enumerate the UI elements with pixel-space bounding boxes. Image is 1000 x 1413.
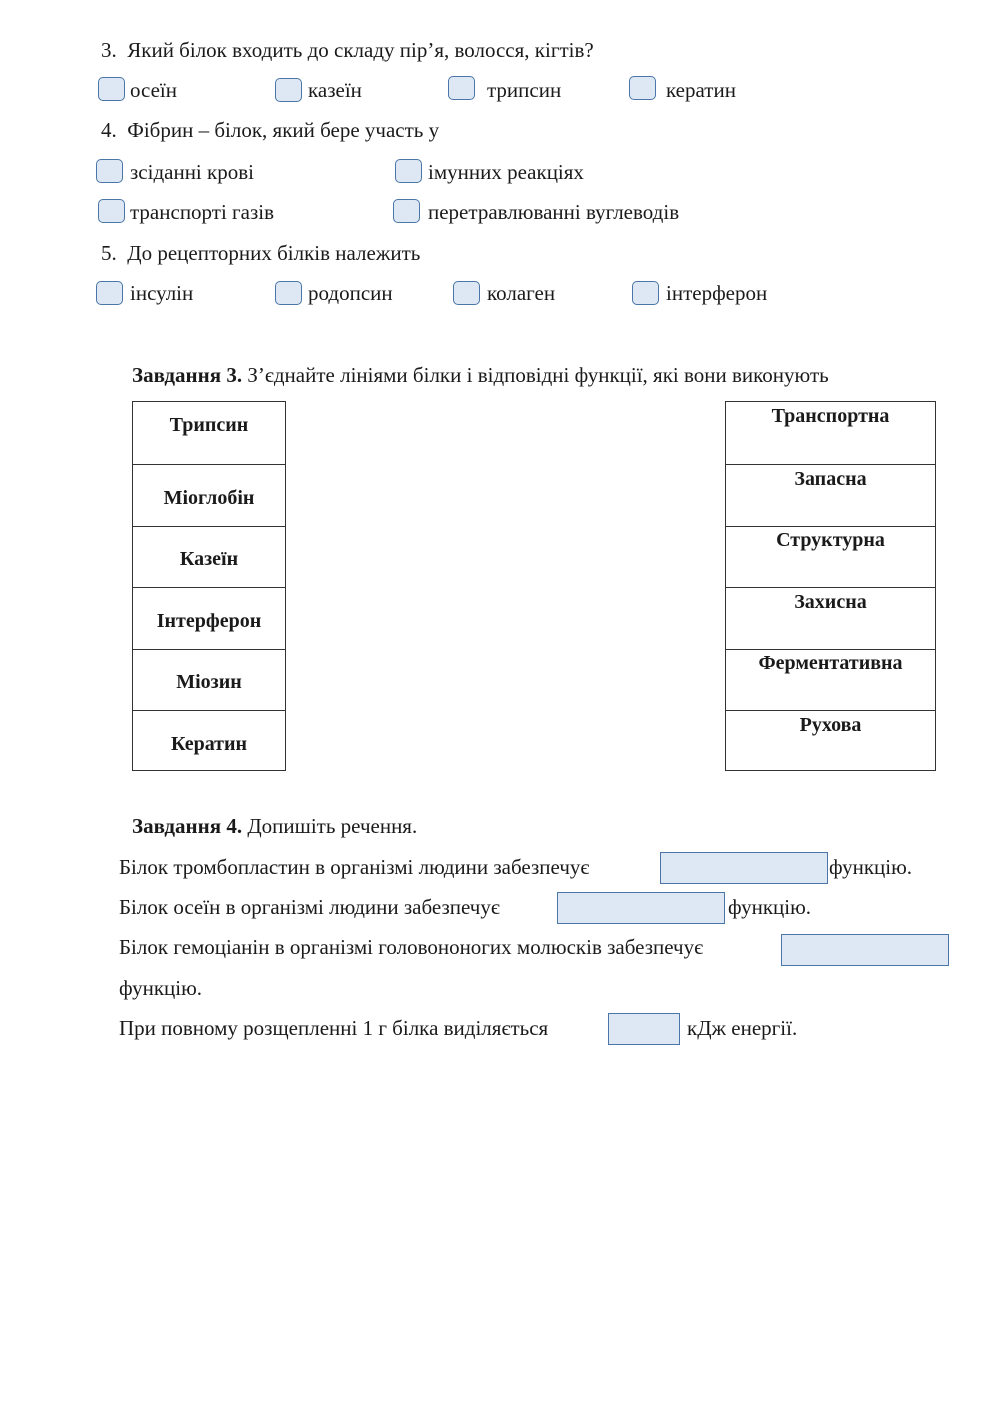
sentence-1-end: функцію. [829,855,913,879]
question-number: 4. [101,118,117,142]
option-checkbox-zsidanni[interactable] [96,159,123,183]
option-label: трипсин [487,78,562,102]
function-column [725,401,936,771]
protein-column [132,401,286,771]
question-text: До рецепторних білків належить [127,241,421,265]
protein-cell[interactable]: Казеїн [133,526,285,587]
option-checkbox-interferon[interactable] [632,281,659,305]
protein-cell[interactable]: Інтерферон [133,587,285,649]
answer-input-2[interactable] [557,892,725,924]
task3-heading [132,363,829,387]
option-checkbox-rodopsyn[interactable] [275,281,302,305]
sentence-2-end: функцію. [728,895,812,919]
function-cell[interactable]: Транспортна [771,405,890,427]
option-checkbox-kazeyin[interactable] [275,78,302,102]
function-cell[interactable]: Структурна [726,526,935,587]
option-checkbox-keratyn[interactable] [629,76,656,100]
question-number: 5. [101,241,117,265]
answer-input-1[interactable] [660,852,828,884]
option-label: казеїн [308,78,362,102]
function-cell[interactable]: Запасна [726,464,935,526]
option-label: колаген [487,281,556,305]
option-label: інтерферон [666,281,768,305]
sentence-4-start: При повному розщепленні 1 г білка виділяється [119,1016,549,1040]
task4-instruction: Допишіть речення. [242,814,418,838]
protein-cell[interactable]: Кератин [133,710,285,772]
answer-input-4[interactable] [608,1013,680,1045]
option-checkbox-trypsyn[interactable] [448,76,475,100]
option-label: інсулін [130,281,194,305]
question-3 [101,38,594,62]
option-label: перетравлюванні вуглеводів [428,200,680,224]
task4-heading [132,814,417,838]
question-5 [101,241,420,265]
option-label: зсіданні крові [130,160,254,184]
sentence-3-start: Білок гемоціанін в організмі головононогих молюсків забезпечує [119,935,704,959]
function-cell[interactable]: Рухова [726,710,935,772]
task3-instruction: З’єднайте лініями білки і відповідні функції, які вони виконують [242,363,829,387]
task4-label: Завдання 4. [132,814,243,838]
task3-label: Завдання 3. [132,363,243,387]
sentence-2-start: Білок осеїн в організмі людини забезпечує [119,895,500,919]
question-4 [101,118,439,142]
protein-cell[interactable]: Міозин [133,649,285,710]
option-label: імунних реакціях [428,160,584,184]
sentence-3-end: функцію. [119,976,203,1000]
option-checkbox-insulin[interactable] [96,281,123,305]
answer-input-3[interactable] [781,934,949,966]
option-checkbox-oseyin[interactable] [98,77,125,101]
question-text: Який білок входить до складу пір’я, волосся, кігтів? [127,38,594,62]
question-text: Фібрин – білок, який бере участь у [127,118,440,142]
option-label: родопсин [308,281,393,305]
option-checkbox-kolahen[interactable] [453,281,480,305]
function-cell[interactable]: Ферментативна [726,649,935,710]
option-label: кератин [666,78,736,102]
option-checkbox-peretravlyuvanni[interactable] [393,199,420,223]
protein-cell[interactable]: Міоглобін [133,464,285,526]
protein-cell[interactable]: Трипсин [169,414,249,436]
option-checkbox-imunnykh[interactable] [395,159,422,183]
function-cell[interactable]: Захисна [726,587,935,649]
question-number: 3. [101,38,117,62]
option-label: транспорті газів [130,200,275,224]
sentence-1-start: Білок тромбопластин в організмі людини забезпечує [119,855,590,879]
option-checkbox-transporti[interactable] [98,199,125,223]
option-label: осеїн [130,78,177,102]
sentence-4-end: кДж енергії. [687,1016,798,1040]
